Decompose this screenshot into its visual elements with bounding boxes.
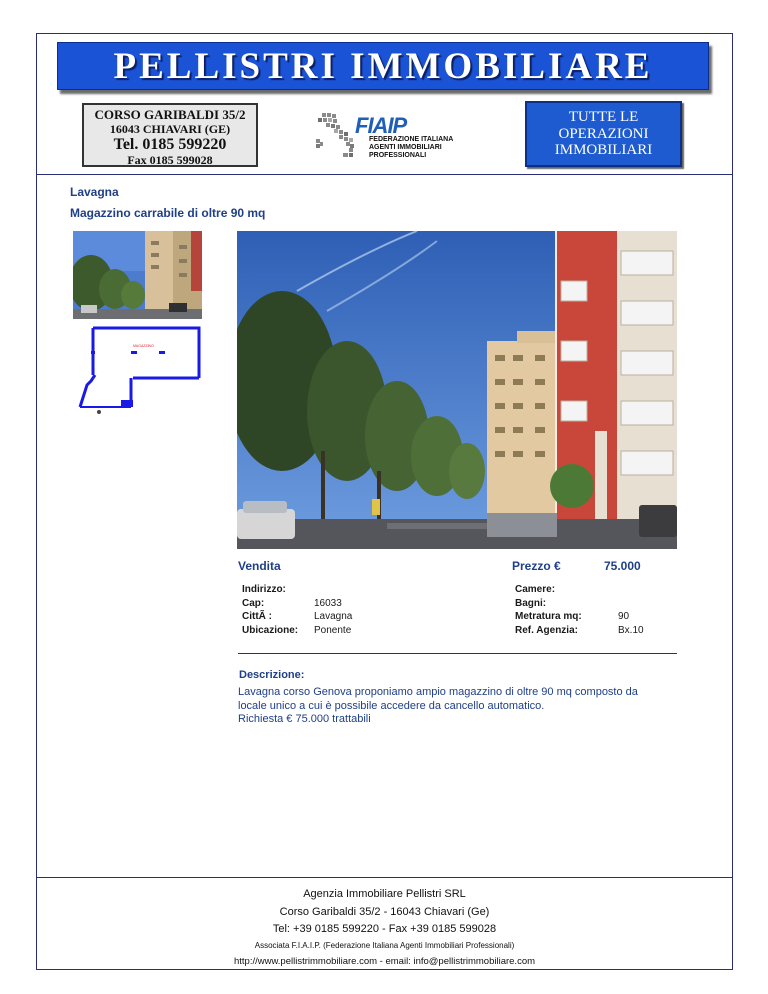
description-label: Descrizione: bbox=[239, 669, 305, 681]
contact-city: 16043 CHIAVARI (GE) bbox=[109, 121, 231, 136]
tagline-line: TUTTE LE bbox=[568, 108, 639, 125]
footer bbox=[37, 877, 732, 971]
value-location-zone: Ponente bbox=[314, 624, 352, 636]
label-address: Indirizzo: bbox=[242, 584, 286, 595]
value-bathrooms bbox=[618, 597, 644, 611]
value-city: Lavagna bbox=[314, 611, 353, 622]
footer-association: Associata F.I.A.I.P. (Federazione Italiana Agenti Immobiliari Professionali) bbox=[254, 941, 515, 950]
details-left-labels bbox=[242, 583, 298, 637]
footer-phones: Tel: +39 0185 599220 - Fax +39 0185 599028 bbox=[272, 923, 497, 935]
listing-location: Lavagna bbox=[70, 185, 119, 199]
value-agency-ref: Bx.10 bbox=[618, 624, 644, 636]
fiaip-subtitle: FEDERAZIONE ITALIANA AGENTI IMMOBILIARI PROFESSIONALI bbox=[369, 136, 454, 160]
tagline-line: IMMOBILIARI bbox=[554, 142, 653, 159]
fiaip-wordmark: FIAIP bbox=[355, 113, 407, 138]
value-cap: 16033 bbox=[314, 597, 342, 609]
contact-tel: Tel. 0185 599220 bbox=[113, 135, 227, 153]
agency-logo-text: PELLISTRI IMMOBILIARE bbox=[113, 45, 653, 87]
agency-logo-banner bbox=[57, 42, 709, 90]
label-city: CittÃ : bbox=[242, 611, 272, 622]
footer-address: Corso Garibaldi 35/2 - 16043 Chiavari (Ge) bbox=[279, 906, 490, 918]
section-divider bbox=[238, 653, 677, 654]
thumbnail-floorplan[interactable] bbox=[73, 325, 202, 415]
thumbnail-street-photo[interactable] bbox=[73, 231, 202, 319]
document-page bbox=[36, 33, 733, 970]
label-rooms: Camere: bbox=[515, 584, 556, 595]
label-surface: Metratura mq: bbox=[515, 611, 582, 622]
contact-address: CORSO GARIBALDI 35/2 bbox=[94, 107, 246, 122]
fiaip-logo bbox=[314, 111, 464, 163]
label-bathrooms: Bagni: bbox=[515, 597, 547, 609]
contact-fax: Fax 0185 599028 bbox=[127, 152, 213, 167]
footer-company: Agenzia Immobiliare Pellistri SRL bbox=[303, 888, 466, 900]
label-location-zone: Ubicazione: bbox=[242, 624, 299, 636]
value-address bbox=[314, 583, 352, 597]
value-surface: 90 bbox=[618, 611, 630, 622]
floorplan-room-label: MAGAZZINO bbox=[133, 344, 154, 348]
listing-title: Magazzino carrabile di oltre 90 mq bbox=[70, 206, 266, 220]
value-rooms bbox=[618, 583, 644, 597]
price-value: 75.000 bbox=[604, 559, 641, 573]
italy-map-icon bbox=[314, 111, 358, 159]
details-left-values bbox=[314, 583, 352, 637]
details-right-values bbox=[618, 583, 644, 637]
label-cap: Cap: bbox=[242, 597, 265, 609]
main-street-photo[interactable] bbox=[237, 231, 677, 549]
contact-box bbox=[82, 103, 258, 167]
sale-type: Vendita bbox=[238, 559, 281, 573]
tagline-box bbox=[525, 101, 682, 167]
header bbox=[37, 34, 732, 175]
tagline-line: OPERAZIONI bbox=[558, 125, 649, 142]
details-right-labels bbox=[515, 583, 582, 637]
footer-web-link[interactable]: http://www.pellistrimmobiliare.com - email: info@pellistrimmobiliare.com bbox=[233, 956, 536, 967]
price-label: Prezzo € bbox=[512, 559, 561, 573]
label-agency-ref: Ref. Agenzia: bbox=[515, 624, 578, 636]
description-text: Lavagna corso Genova proponiamo ampio magazzino di oltre 90 mq composto da locale unico a cui è possibile accedere da cancello automatico. Richiesta € 75.000 trattabili bbox=[238, 686, 638, 725]
